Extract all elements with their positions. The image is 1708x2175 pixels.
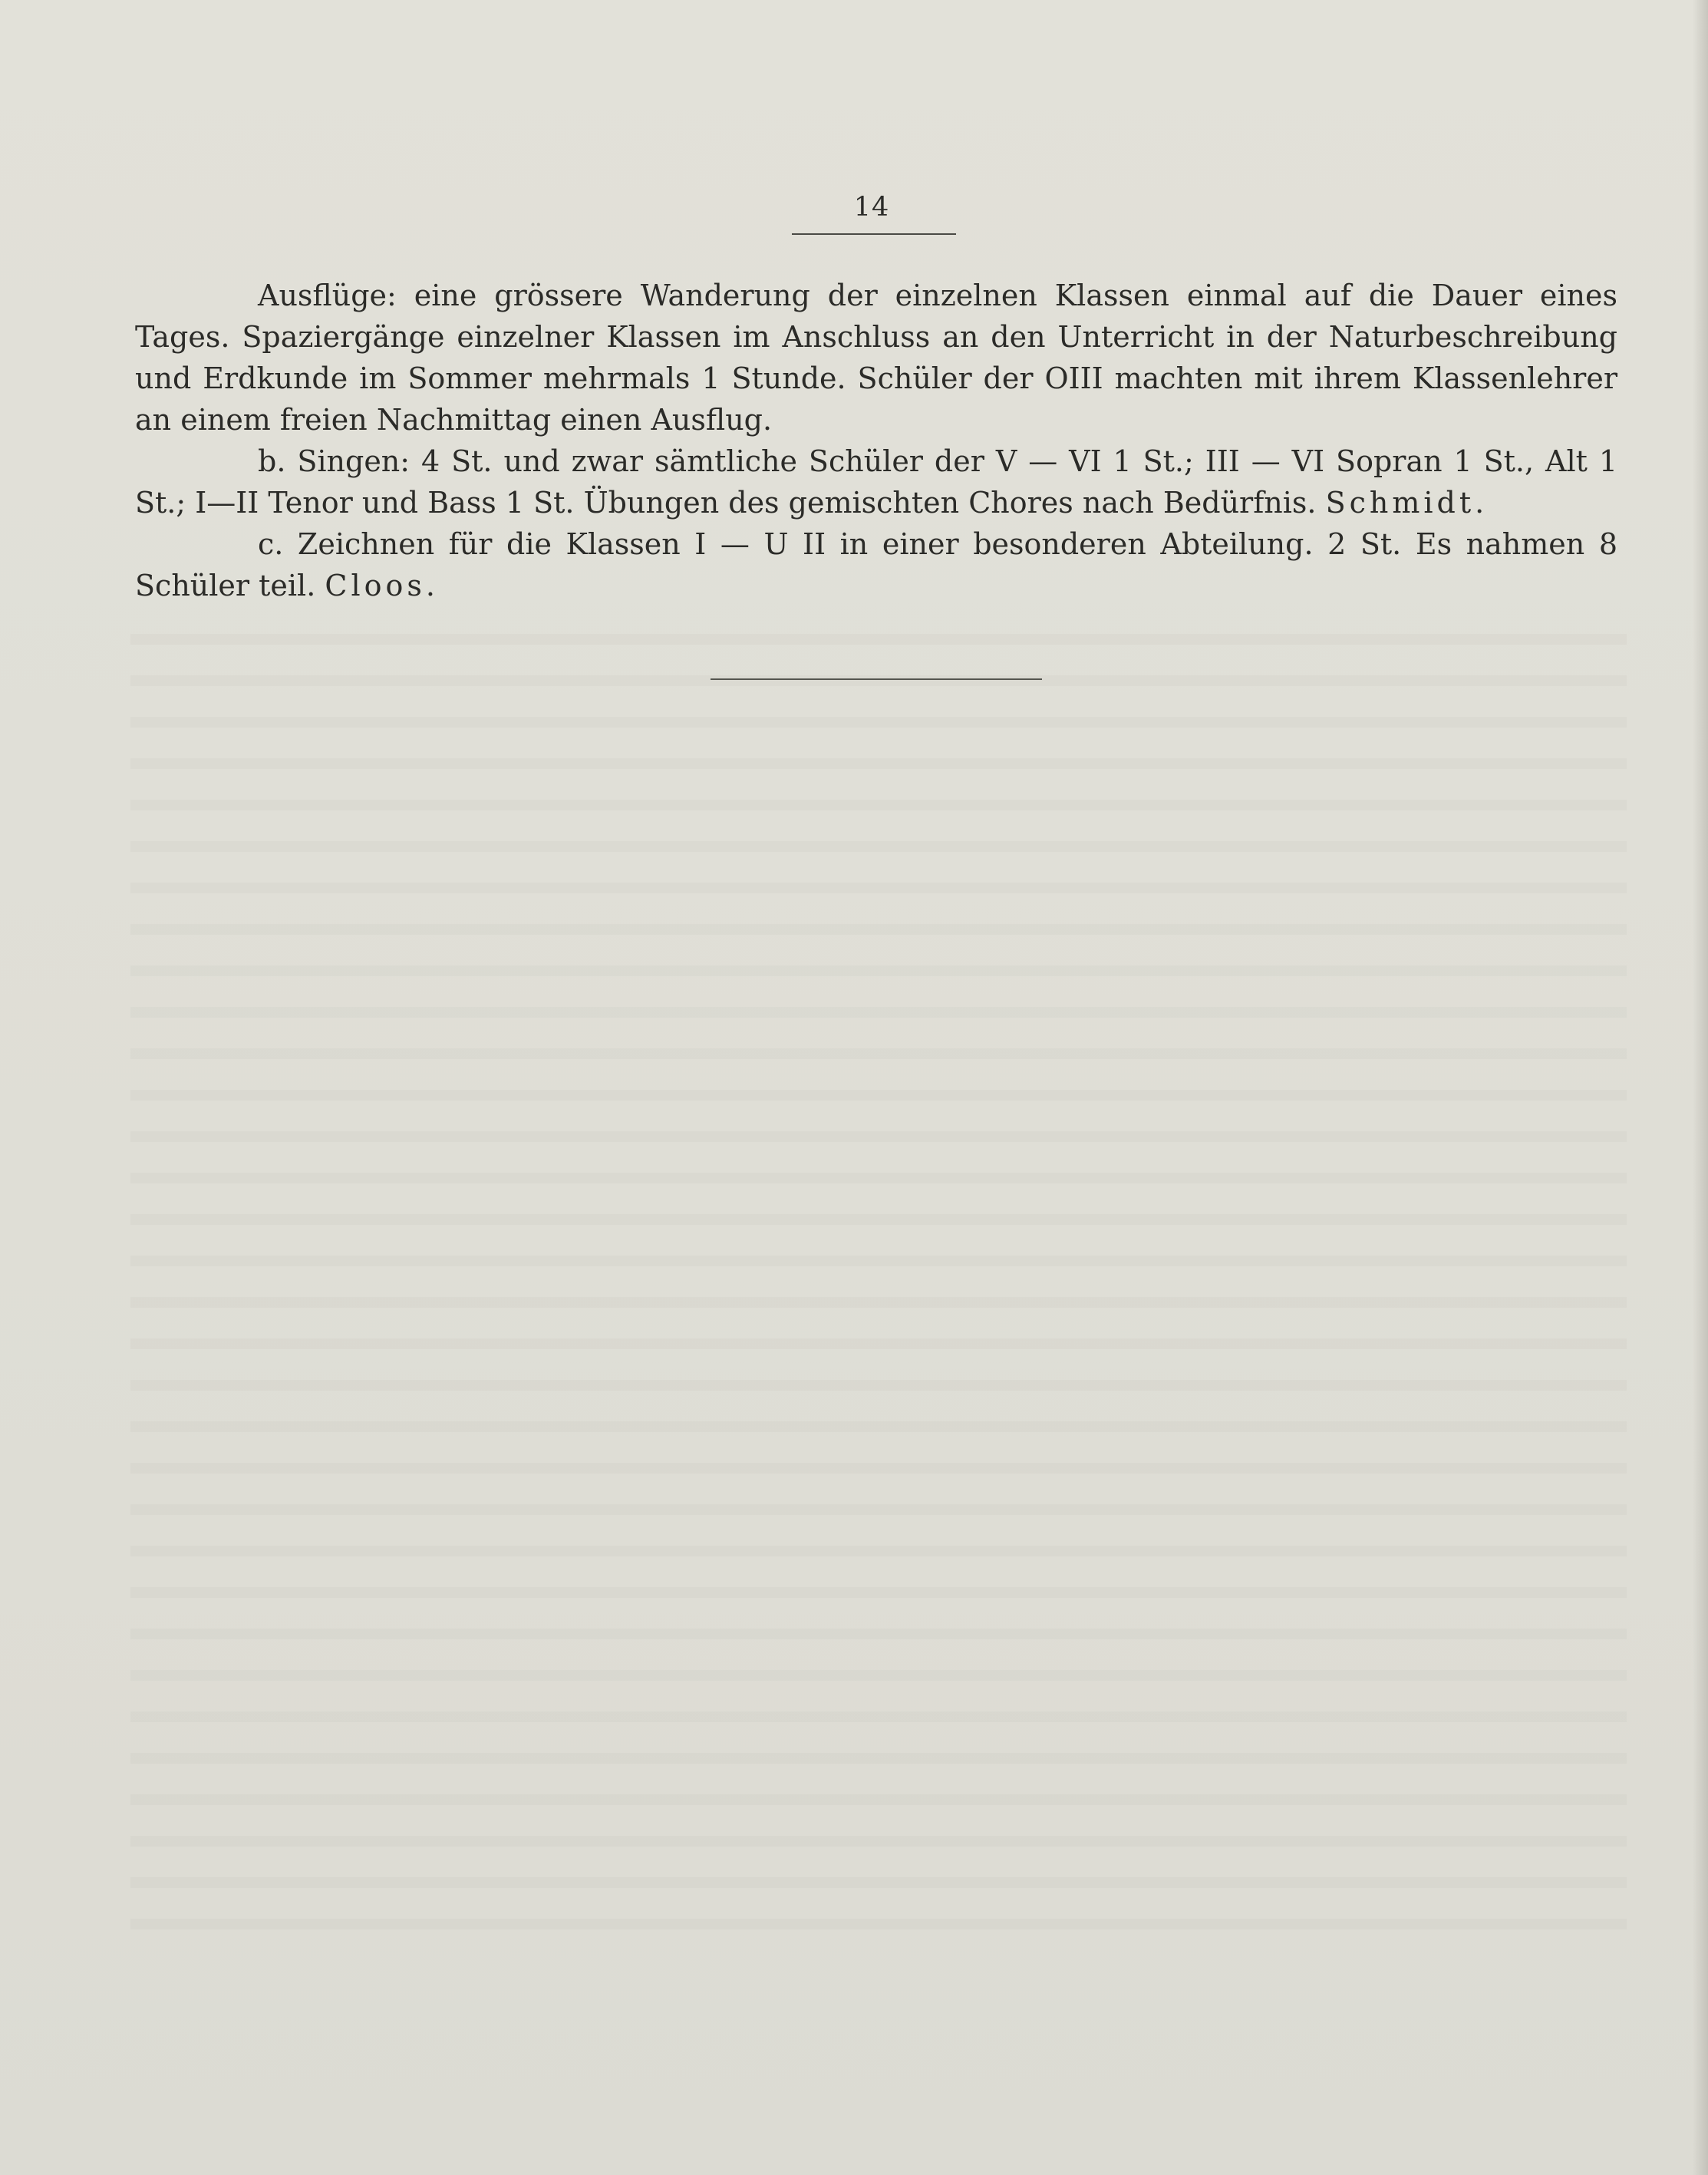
teacher-name-schmidt: Schmidt. [1325, 486, 1489, 520]
page-number-rule [792, 233, 956, 235]
paragraph-excursions-text: Ausflüge: eine grössere Wanderung der einzelnen Klassen einmal auf die Dauer eines Tages. Spaziergänge einzelner Klassen im Anschluss an den Unterricht in der Naturbeschreibung und Erdkunde im Sommer mehrmals 1 Stunde. Schüler der OIII machten mit ihrem Klassenlehrer an einem freien Nachmittag einen Ausflug. [135, 279, 1617, 437]
paragraph-excursions [135, 275, 1617, 441]
paragraph-drawing [135, 523, 1617, 606]
paragraph-singing [135, 441, 1617, 523]
body-text [135, 275, 1617, 606]
reverse-side-show-through [130, 614, 1627, 1934]
paragraph-singing-text: b. Singen: 4 St. und zwar sämtliche Schüler der V — VI 1 St.; III — VI Sopran 1 St., Alt 1 St.; I—II Tenor und Bass 1 St. Übungen des gemischten Chores nach Bedürfnis. [135, 444, 1617, 520]
teacher-name-cloos: Cloos. [325, 569, 439, 602]
page-number: 14 [853, 192, 890, 223]
section-divider-rule [711, 678, 1042, 680]
paragraph-drawing-text: c. Zeichnen für die Klassen I — U II in einer besonderen Abteilung. 2 St. Es nahmen 8 Schüler teil. [135, 527, 1617, 602]
binding-edge-shadow [1693, 0, 1708, 2175]
